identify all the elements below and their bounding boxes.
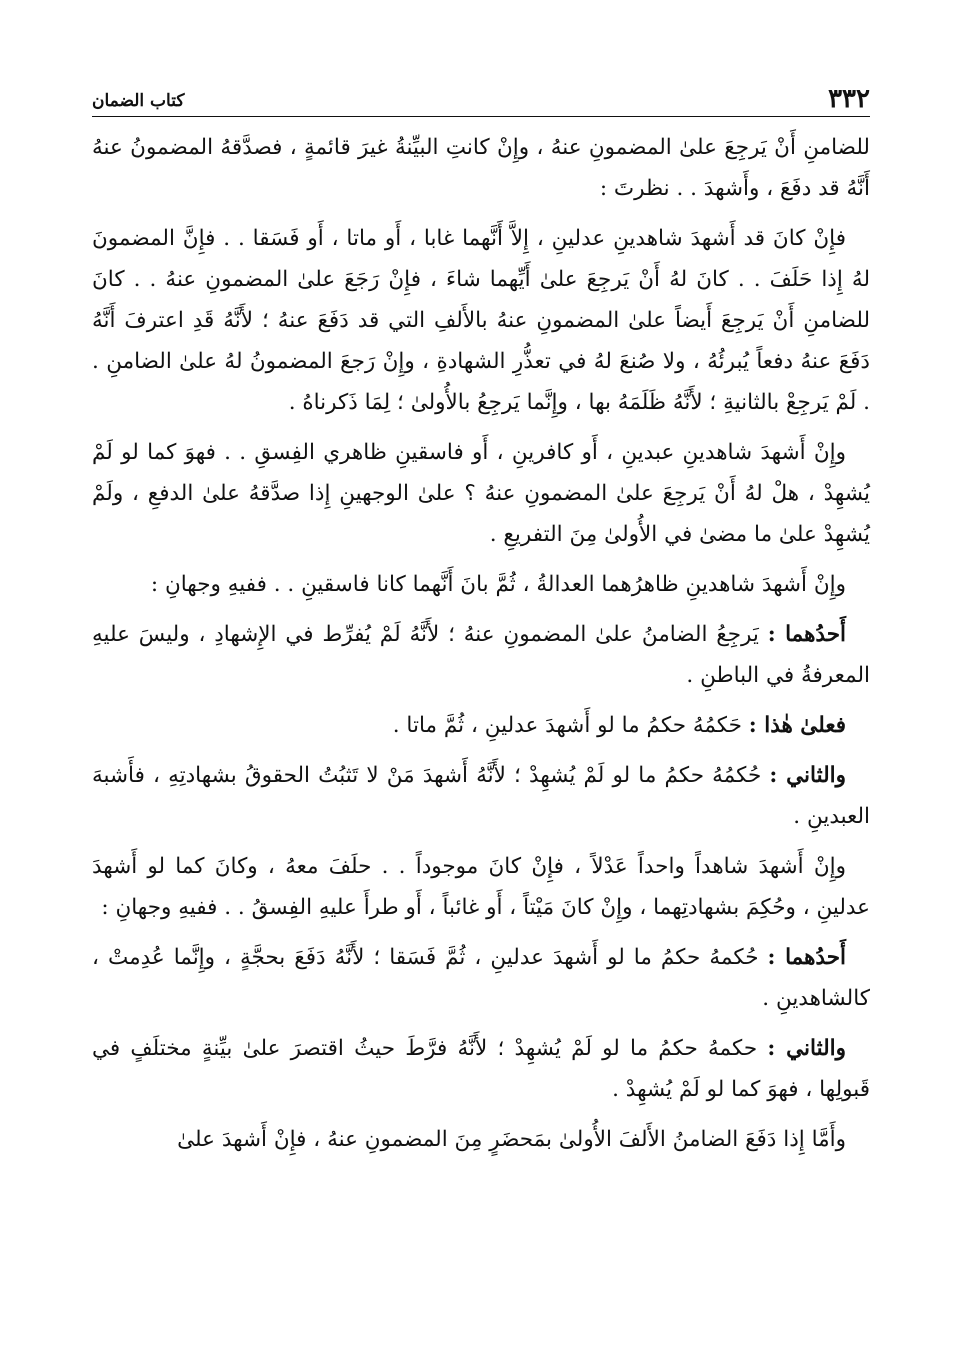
page-body (92, 127, 870, 1160)
paragraph (92, 432, 870, 555)
paragraph-text: وإِنْ أَشهدَ شاهداً واحداً عَدْلاً ، فإِنْ كانَ موجوداً . . حلَفَ معهُ ، وكانَ كما لو أَشهدَ عدلينِ ، وحُكِمَ بشهادتِهما ، وإِنْ كانَ مَيْتاً ، أَو غائباً ، أَو طرأَ عليهِ الفِسقُ . . ففيهِ وجهانِ : (92, 854, 870, 920)
paragraph (92, 937, 870, 1019)
paragraph (92, 1119, 870, 1160)
paragraph-lead: فعلىٰ هٰذا : (748, 713, 846, 738)
paragraph-text: يَرجِعُ الضامنُ علىٰ المضمونِ عنهُ ؛ لأَنَّهُ لَمْ يُفرِّط في الإِشهادِ ، وليسَ عليهِ المعرفةُ في الباطنِ . (92, 622, 870, 688)
paragraph-lead: والثاني : (769, 763, 846, 788)
paragraph-lead: والثاني : (767, 1036, 846, 1061)
page-number: ٣٣٢ (828, 84, 870, 114)
paragraph-text: حَكمُهُ حكمُ ما لو أَشهدَ عدلينِ ، ثُمَّ ماتا . (392, 713, 742, 738)
paragraph (92, 564, 870, 605)
running-title: كتاب الضمان (92, 91, 185, 111)
paragraph (92, 218, 870, 423)
paragraph-lead: أَحدُهما : (767, 622, 846, 647)
paragraph-text: وإِنْ أَشهدَ شاهدينِ ظاهرُهما العدالةُ ، ثُمَّ بانَ أَنَّهما كانا فاسقينِ . . ففيهِ وجهانِ : (150, 572, 846, 597)
paragraph-text: حكمهُ حكمُ ما لو لَمْ يُشهِدْ ؛ لأَنَّهُ فرَّطَ حيثُ اقتصرَ علىٰ بيِّنةٍ مختلَفٍ في قَبولِها ، فهوَ كما لو لَمْ يُشهِدْ . (92, 1036, 870, 1102)
book-page (92, 76, 870, 1169)
paragraph (92, 846, 870, 928)
paragraph (92, 127, 870, 209)
paragraph (92, 614, 870, 696)
paragraph (92, 705, 870, 746)
paragraph (92, 755, 870, 837)
paragraph (92, 1028, 870, 1110)
paragraph-text: وأَمَّا إِذا دَفَعَ الضامنُ الأَلفَ الأُولىٰ بمَحضَرٍ مِنَ المضمونِ عنهُ ، فإِنْ أَشهدَ علىٰ (177, 1127, 846, 1152)
page-header (92, 76, 870, 117)
paragraph-text: حُكمُهُ حكمُ ما لو لَمْ يُشهِدْ ؛ لأَنَّهُ أَشهدَ مَنْ لا تَثبُتُ الحقوقُ بشهادتِهِ ، فأَشبهَ العبدينِ . (92, 763, 870, 829)
paragraph-text: فإِنْ كانَ قد أَشهدَ شاهدينِ عدلينِ ، إِلاَّ أَنَّهما غابا ، أَو ماتا ، أَو فَسَقا . . فإِنَّ المضمونَ لهُ إِذا حَلَفَ . . كانَ لهُ أَنْ يَرجِعَ علىٰ أَيِّهما شاءَ ، فإِنْ رَجَعَ علىٰ المضمونِ عنهُ . . كانَ للضامنِ أَنْ يَرجِعَ أَيضاً علىٰ المضمونِ عنهُ بالأَلفِ التي قد دَفَعَ عنهُ ؛ لأَنَّهُ قَدِ اعترفَ أَنَّهُ دَفَعَ عنهُ دفعاً يُبرئُهُ ، ولا صُنعَ لهُ في تعذُّرِ الشهادةِ ، وإِنْ رَجعَ المضمونُ لهُ علىٰ الضامنِ . . لَمْ يَرجِعْ بالثانيةِ ؛ لأَنَّهُ ظَلَمَهُ بها ، وإِنَّما يَرجِعُ بالأُولىٰ ؛ لِمَا ذَكرناهُ . (92, 226, 870, 415)
paragraph-text: للضامنِ أَنْ يَرجِعَ علىٰ المضمونِ عنهُ ، وإِنْ كانتِ البيِّنةُ غيرَ قائمةٍ ، فصدَّقهُ المضمونُ عنهُ أَنَّهُ قد دفَعَ ، وأَشهدَ . . نظرتَ : (92, 135, 870, 201)
paragraph-text: وإِنْ أَشهدَ شاهدينِ عبدينِ ، أَو كافرينِ ، أَو فاسقينِ ظاهري الفِسقِ . . فهوَ كما لو لَمْ يُشهِدْ ، هلْ لهُ أَنْ يَرجِعَ علىٰ المضمونِ عنهُ ؟ علىٰ الوجهينِ إِذا صدَّقهُ علىٰ الدفعِ ، ولَمْ يُشهِدْ علىٰ ما مضىٰ في الأُولىٰ مِنَ التفريعِ . (92, 440, 870, 547)
paragraph-lead: أَحدُهما : (767, 945, 846, 970)
paragraph-text: حُكمهُ حكمُ ما لو أَشهدَ عدلينِ ، ثُمَّ فَسَقا ؛ لأَنَّهُ دَفَعَ بحجَّةٍ ، وإِنَّما عُدِمتْ ، كالشاهدينِ . (92, 945, 870, 1011)
